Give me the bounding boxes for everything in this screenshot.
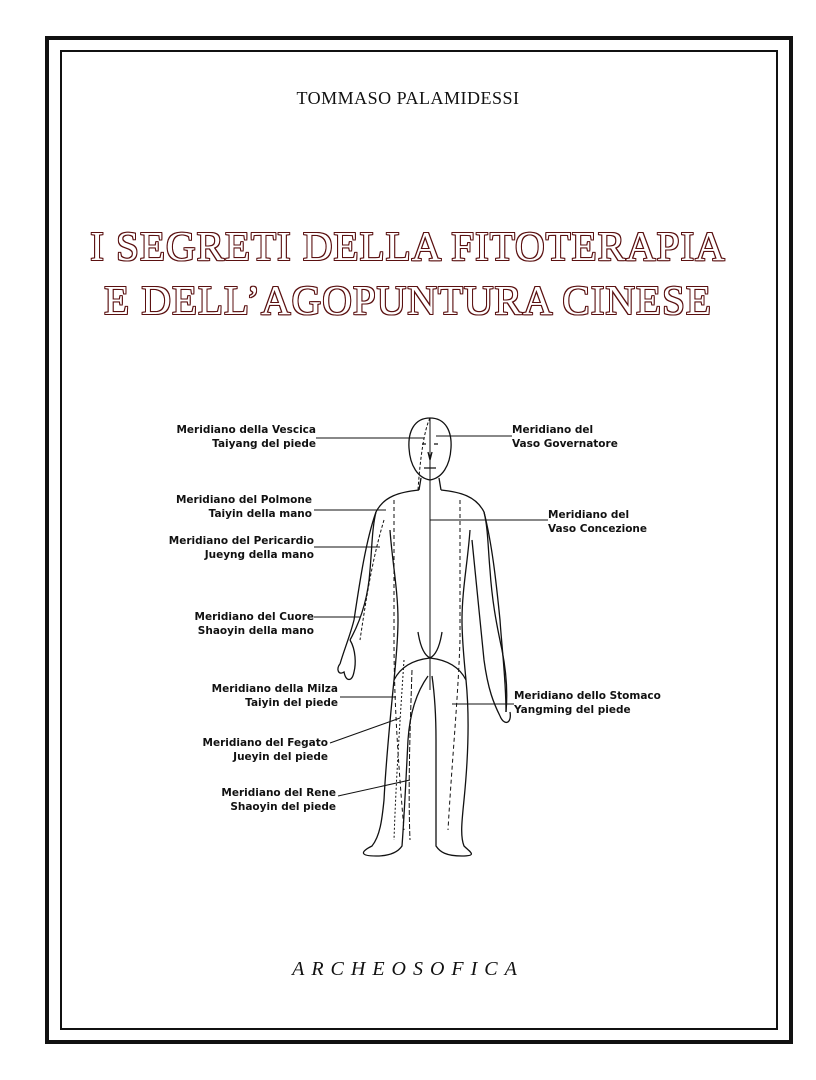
label-cuore-1: Meridiano del Cuore	[194, 611, 314, 623]
label-governatore-2: Vaso Governatore	[512, 438, 618, 450]
label-vescica-2: Taiyang del piede	[212, 438, 316, 450]
label-rene-1: Meridiano del Rene	[221, 787, 336, 799]
label-polmone-1: Meridiano del Polmone	[175, 494, 312, 506]
label-stomaco-2: Yangming del piede	[514, 704, 631, 716]
label-stomaco-1: Meridiano dello Stomaco	[514, 690, 661, 702]
meridian-paths	[360, 418, 460, 840]
label-milza-1: Meridiano della Milza	[211, 683, 338, 695]
label-governatore-1: Meridiano del	[512, 424, 594, 436]
title-line-1: I SEGRETI DELLA FITOTERAPIA	[90, 223, 726, 269]
label-polmone-2: Taiyin della mano	[208, 508, 312, 520]
label-pericardio-1: Meridiano del Pericardio	[168, 535, 314, 547]
right-meridian-labels	[512, 424, 661, 716]
label-pericardio-2: Jueyng della mano	[204, 549, 314, 561]
label-concezione-1: Meridiano del	[548, 509, 630, 521]
label-cuore-2: Shaoyin della mano	[197, 625, 314, 637]
label-milza-2: Taiyin del piede	[245, 697, 338, 709]
label-fegato-1: Meridiano del Fegato	[202, 737, 328, 749]
publisher-name: ARCHEOSOFICA	[292, 958, 524, 980]
author-name: TOMMASO PALAMIDESSI	[296, 88, 520, 108]
label-leader-lines	[314, 436, 548, 796]
label-rene-2: Shaoyin del piede	[230, 801, 336, 813]
label-fegato-2: Jueyin del piede	[233, 751, 328, 763]
left-meridian-labels	[169, 424, 338, 813]
label-vescica-1: Meridiano della Vescica	[176, 424, 316, 436]
title-line-2: E DELL’AGOPUNTURA CINESE	[104, 277, 712, 323]
label-concezione-2: Vaso Concezione	[548, 523, 648, 535]
